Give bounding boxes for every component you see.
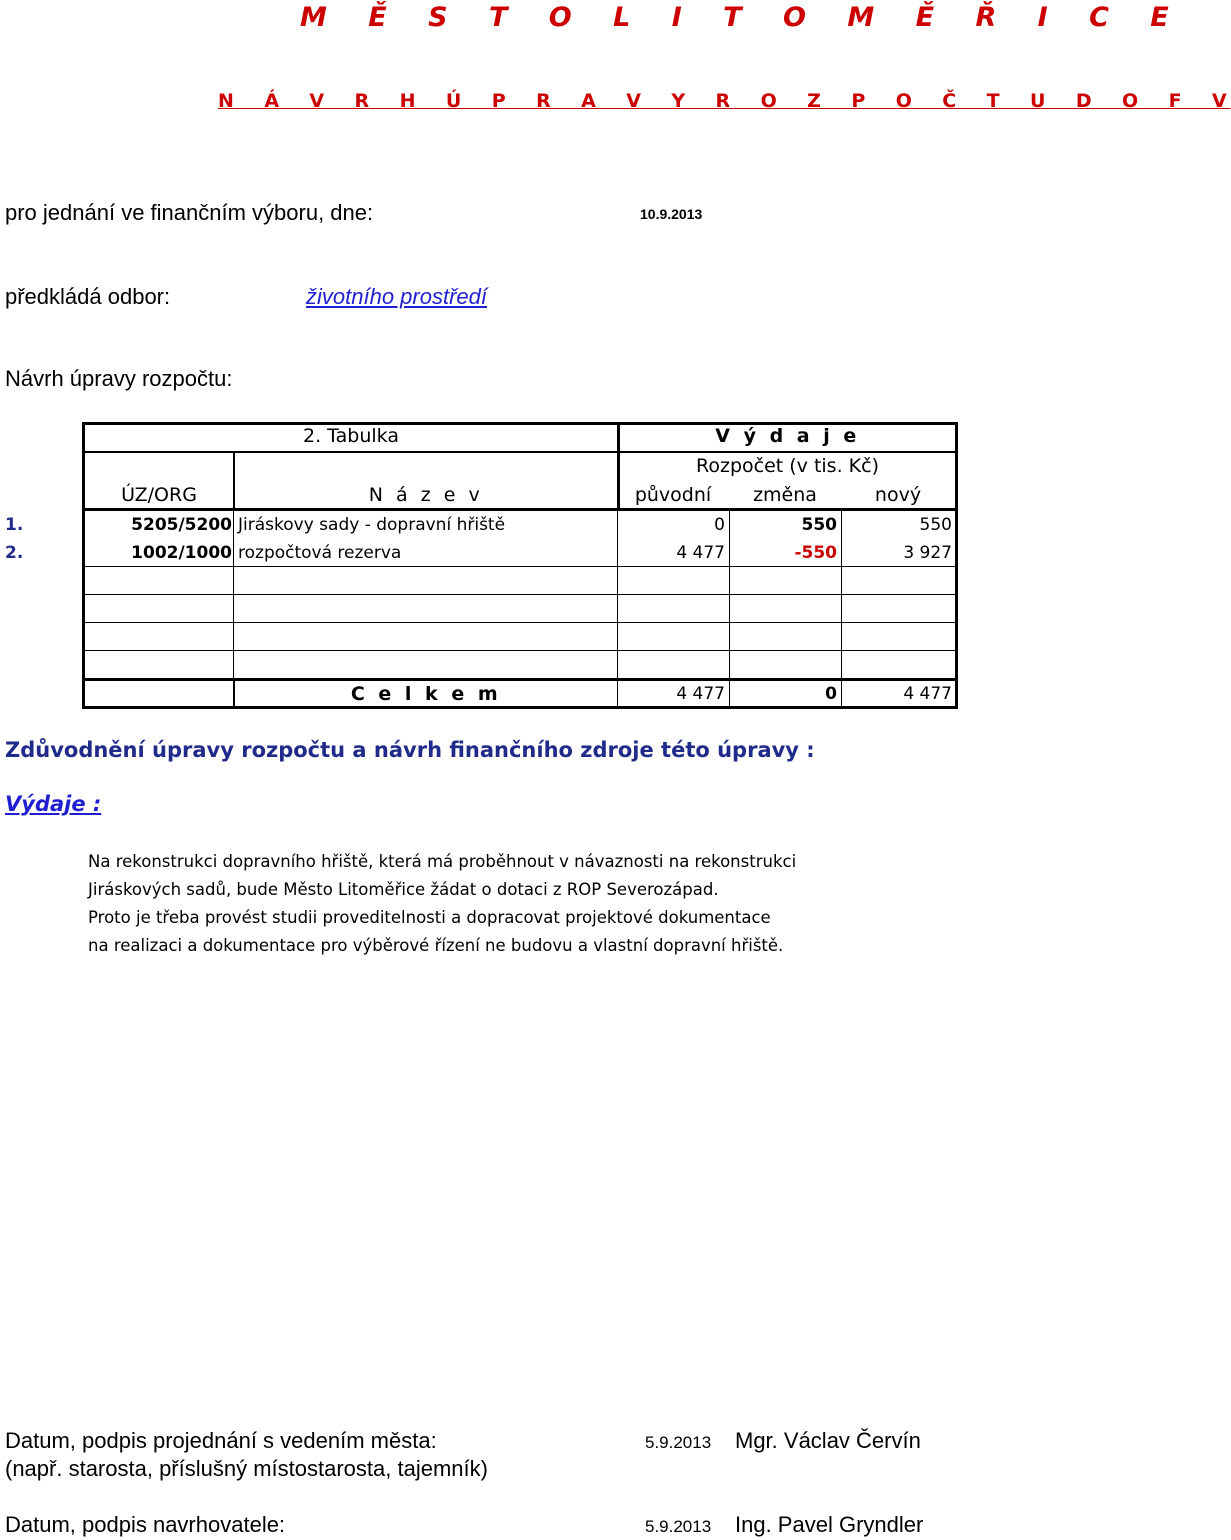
meeting-label: pro jednání ve finančním výboru, dne: (5, 200, 374, 225)
row-change: 550 (801, 515, 837, 535)
signature-name-management: Mgr. Václav Červín (735, 1428, 921, 1453)
document-heading: N Á V R H Ú P R A V Y R O Z P O Č T U D O F V (218, 90, 1231, 112)
justification-line: Proto je třeba provést studii proveditelnosti a dopracovat projektové dokumentace (88, 908, 771, 927)
row-code: 5205/5200 (131, 515, 232, 535)
budget-label: Rozpočet (v tis. Kč) (696, 455, 879, 477)
total-change: 0 (825, 684, 837, 704)
row-new: 550 (919, 515, 952, 535)
justification-title: Zdůvodnění úpravy rozpočtu a návrh finančního zdroje této úpravy : (5, 738, 815, 762)
column-change: změna (753, 484, 817, 506)
row-original: 4 477 (676, 543, 725, 563)
signature-date-management: 5.9.2013 (645, 1433, 712, 1452)
row-new: 3 927 (903, 543, 952, 563)
section-label: V ý d a j e (715, 425, 860, 447)
submitter-department: životního prostředí (306, 284, 487, 309)
row-number: 1. (5, 515, 24, 535)
total-new: 4 477 (903, 684, 952, 704)
column-uz-org: ÚZ/ORG (121, 484, 197, 506)
column-new: nový (874, 484, 922, 506)
total-original: 4 477 (676, 684, 725, 704)
row-code: 1002/1000 (131, 543, 232, 563)
justification-line: Jiráskových sadů, bude Město Litoměřice žádat o dotaci z ROP Severozápad. (88, 880, 719, 899)
signature-name-proposer: Ing. Pavel Gryndler (735, 1512, 924, 1537)
submitter-label: předkládá odbor: (5, 284, 171, 309)
row-change: -550 (794, 543, 837, 563)
table-label: 2. Tabulka (303, 425, 399, 447)
justification-line: na realizaci a dokumentace pro výběrové řízení ne budovu a vlastní dopravní hřiště. (88, 936, 784, 955)
column-name: N á z e v (368, 484, 484, 506)
proposal-label: Návrh úpravy rozpočtu: (5, 366, 233, 391)
row-name: Jiráskovy sady - dopravní hřiště (238, 515, 506, 535)
signature-note: (např. starosta, příslušný místostarosta, tajemník) (5, 1456, 488, 1481)
meeting-date: 10.9.2013 (640, 206, 703, 222)
expenses-subtitle: Výdaje : (5, 792, 102, 816)
row-number: 2. (5, 543, 24, 563)
signature-label-management: Datum, podpis projednání s vedením města: (5, 1428, 437, 1453)
row-original: 0 (714, 515, 725, 535)
city-title: M Ě S T O L I T O M Ě Ř I C E (300, 2, 1175, 33)
budget-table (0, 0, 960, 720)
column-original: původní (634, 484, 712, 506)
total-label: C e l k e m (350, 683, 502, 705)
signature-date-proposer: 5.9.2013 (645, 1517, 712, 1536)
justification-line: Na rekonstrukci dopravního hřiště, která má proběhnout v návaznosti na rekonstrukci (88, 852, 797, 871)
signature-label-proposer: Datum, podpis navrhovatele: (5, 1512, 286, 1537)
row-name: rozpočtová rezerva (238, 543, 402, 563)
